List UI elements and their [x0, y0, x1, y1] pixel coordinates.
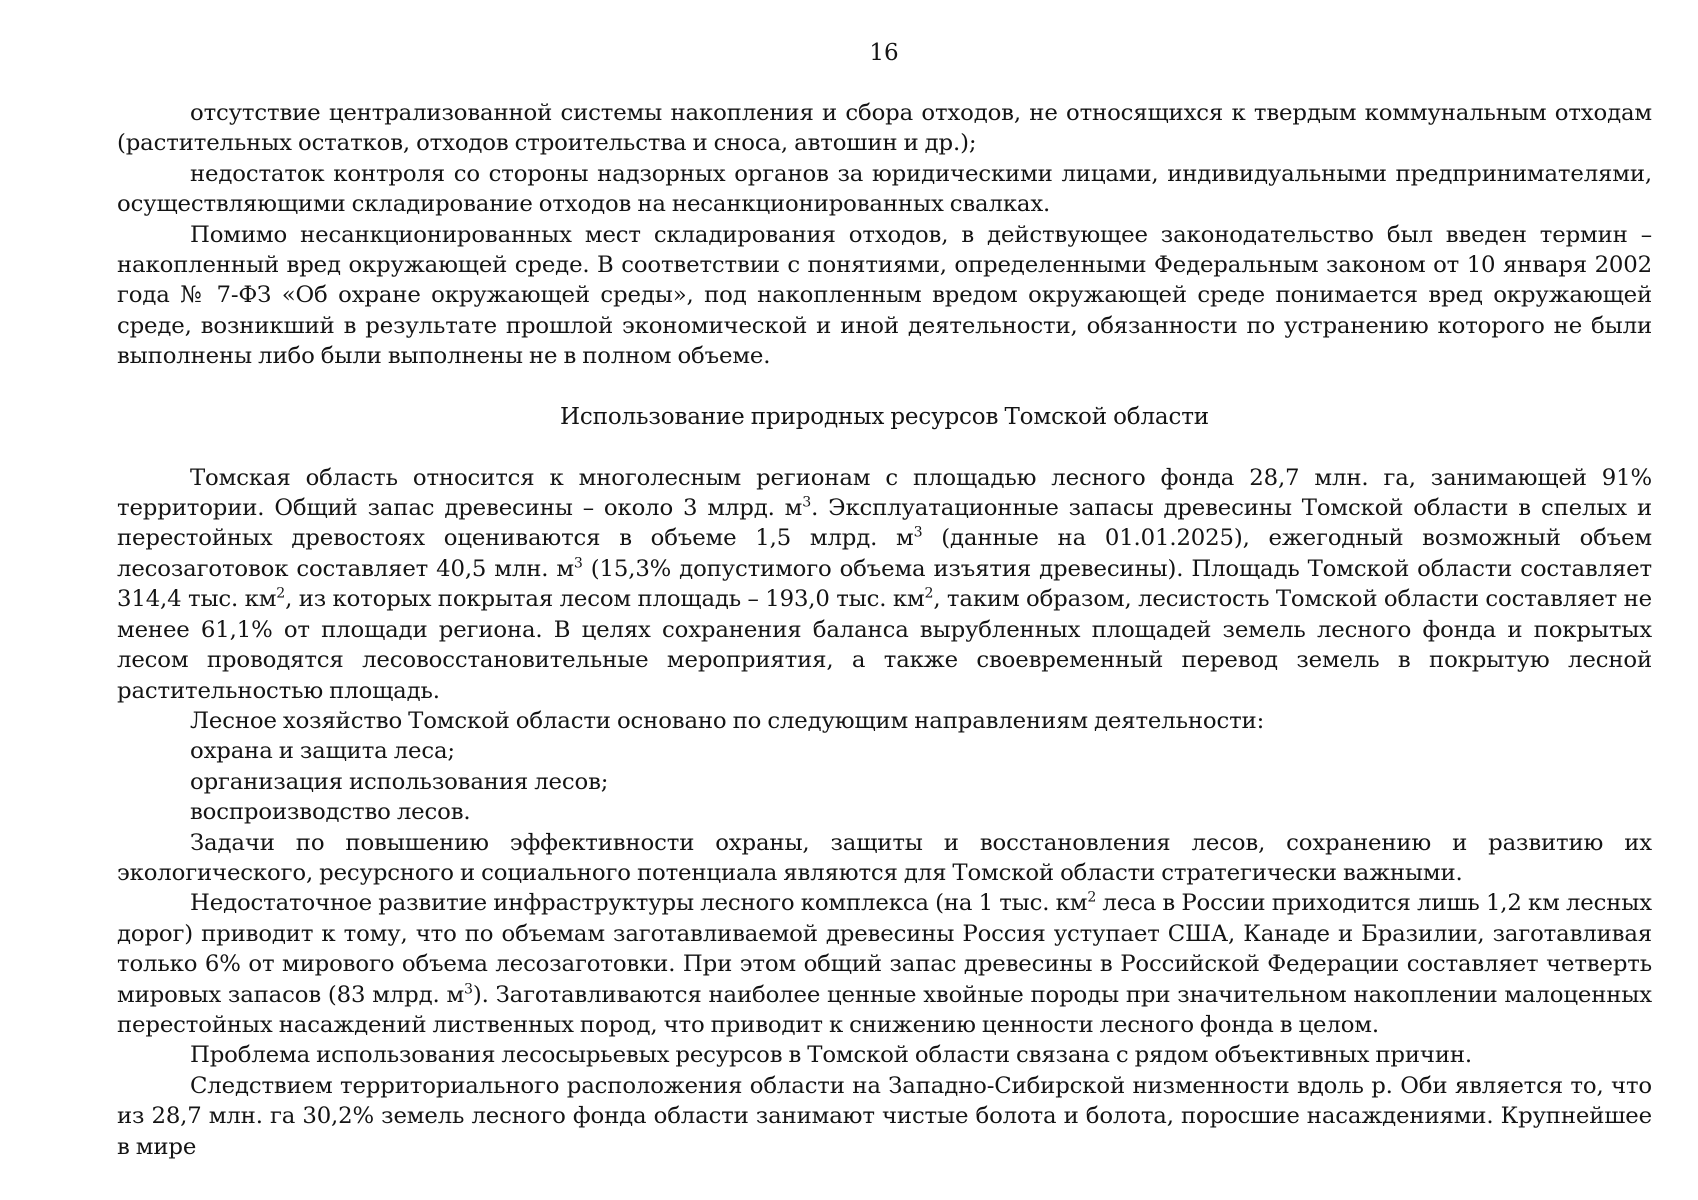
superscript: 2: [924, 585, 934, 602]
paragraph-waste-collection: отсутствие централизованной системы накопления и сбора отходов, не относящихся к твердым коммунальным отходам (растительных остатков, отходов строительства и сноса, автошин и др.);: [117, 100, 1652, 157]
document-body: [117, 98, 1652, 1162]
superscript: 3: [913, 524, 923, 541]
paragraph-territorial-location: Следствием территориального расположения области на Западно-Сибирской низменности вдоль р. Оби является то, что из 28,7 млн. га 30,2% земель лесного фонда области занимают чистые болота и болота, поросшие насаждениями. Крупнейшее в мире: [117, 1072, 1652, 1160]
text-segment: ). Заготавливаются наиболее ценные хвойные породы при значительном накоплении малоценных перестойных насаждений лиственных пород, что приводит к снижению ценности лесного фонда в целом.: [117, 981, 1652, 1038]
paragraph-strategic-tasks: Задачи по повышению эффективности охраны, защиты и восстановления лесов, сохранению и развитию их экологического, ресурсного и социального потенциала являются для Томской области стратегически важными.: [117, 829, 1652, 886]
paragraph-control-shortage: недостаток контроля со стороны надзорных органов за юридическими лицами, индивидуальными предпринимателями, осуществляющими складирование отходов на несанкционированных свалках.: [117, 160, 1652, 218]
superscript: 3: [573, 555, 583, 572]
list-item: воспроизводство лесов.: [190, 799, 471, 826]
text-segment: Недостаточное развитие инфраструктуры лесного комплекса (на 1 тыс. км: [190, 890, 1088, 917]
page-number: 16: [869, 40, 899, 66]
superscript: 3: [464, 980, 473, 997]
list-item: охрана и защита леса;: [190, 738, 455, 765]
text-segment: . Эксплуатационные запасы древесины Томской области в спелых и перестойных древостоях оцениваются в объеме 1,5 млрд. м: [117, 495, 1652, 552]
superscript: 3: [802, 494, 812, 511]
text-segment: Томская область относится к многолесным регионам с площадью лесного фонда 28,7 млн. га, занимающей 91% территории. Общий запас древесины – около 3 млрд. м: [117, 464, 1652, 522]
paragraph-infrastructure: [117, 888, 1652, 1040]
text-segment: , таким образом, лесистость Томской области составляет не менее 61,1% от площади региона. В целях сохранения баланса вырубленных площадей земель лесного фонда и покрытых лесом проводятся лесовосстановительные мероприятия, а также своевременный перевод земель в покрытую лесной растительностью площадь.: [117, 586, 1652, 704]
text-segment: , из которых покрытая лесом площадь – 193,0 тыс. км: [285, 586, 925, 613]
paragraph-accumulated-harm: Помимо несанкционированных мест складирования отходов, в действующее законодательство был введен термин – накопленный вред окружающей среде. В соответствии с понятиями, определенными Федеральным законом от 10 января 2002 года № 7-ФЗ «Об охране окружающей среды», под накопленным вредом окружающей среде понимается вред окружающей среде, возникший в результате прошлой экономической и иной деятельности, обязанности по устранению которого не были выполнены либо были выполнены не в полном объеме.: [117, 221, 1652, 370]
text-segment: (15,3% допустимого объема изъятия древесины). Площадь Томской области составляет 314,4 тыс. км: [117, 555, 1652, 613]
text-segment: леса в России приходится лишь 1,2 км лесных дорог) приводит к тому, что по объемам заготавливаемой древесины Россия уступает США, Канаде и Бразилии, заготавливая только 6% от мирового объема лесозаготовки. При этом общий запас древесины в Российской Федерации составляет четверть мировых запасов (83 млрд. м: [117, 890, 1652, 1008]
list-item: организация использования лесов;: [190, 768, 609, 795]
superscript: 2: [1087, 889, 1097, 906]
text-segment: (данные на 01.01.2025), ежегодный возможный объем лесозаготовок составляет 40,5 млн. м: [117, 525, 1652, 582]
superscript: 2: [276, 585, 286, 602]
paragraph-forestry-directions: Лесное хозяйство Томской области основано по следующим направлениям деятельности:: [190, 707, 1265, 734]
section-heading: Использование природных ресурсов Томской области: [560, 403, 1209, 430]
paragraph-resource-problem: Проблема использования лесосырьевых ресурсов в Томской области связана с рядом объективных причин.: [190, 1042, 1473, 1069]
paragraph-forest-fund: [117, 463, 1652, 706]
